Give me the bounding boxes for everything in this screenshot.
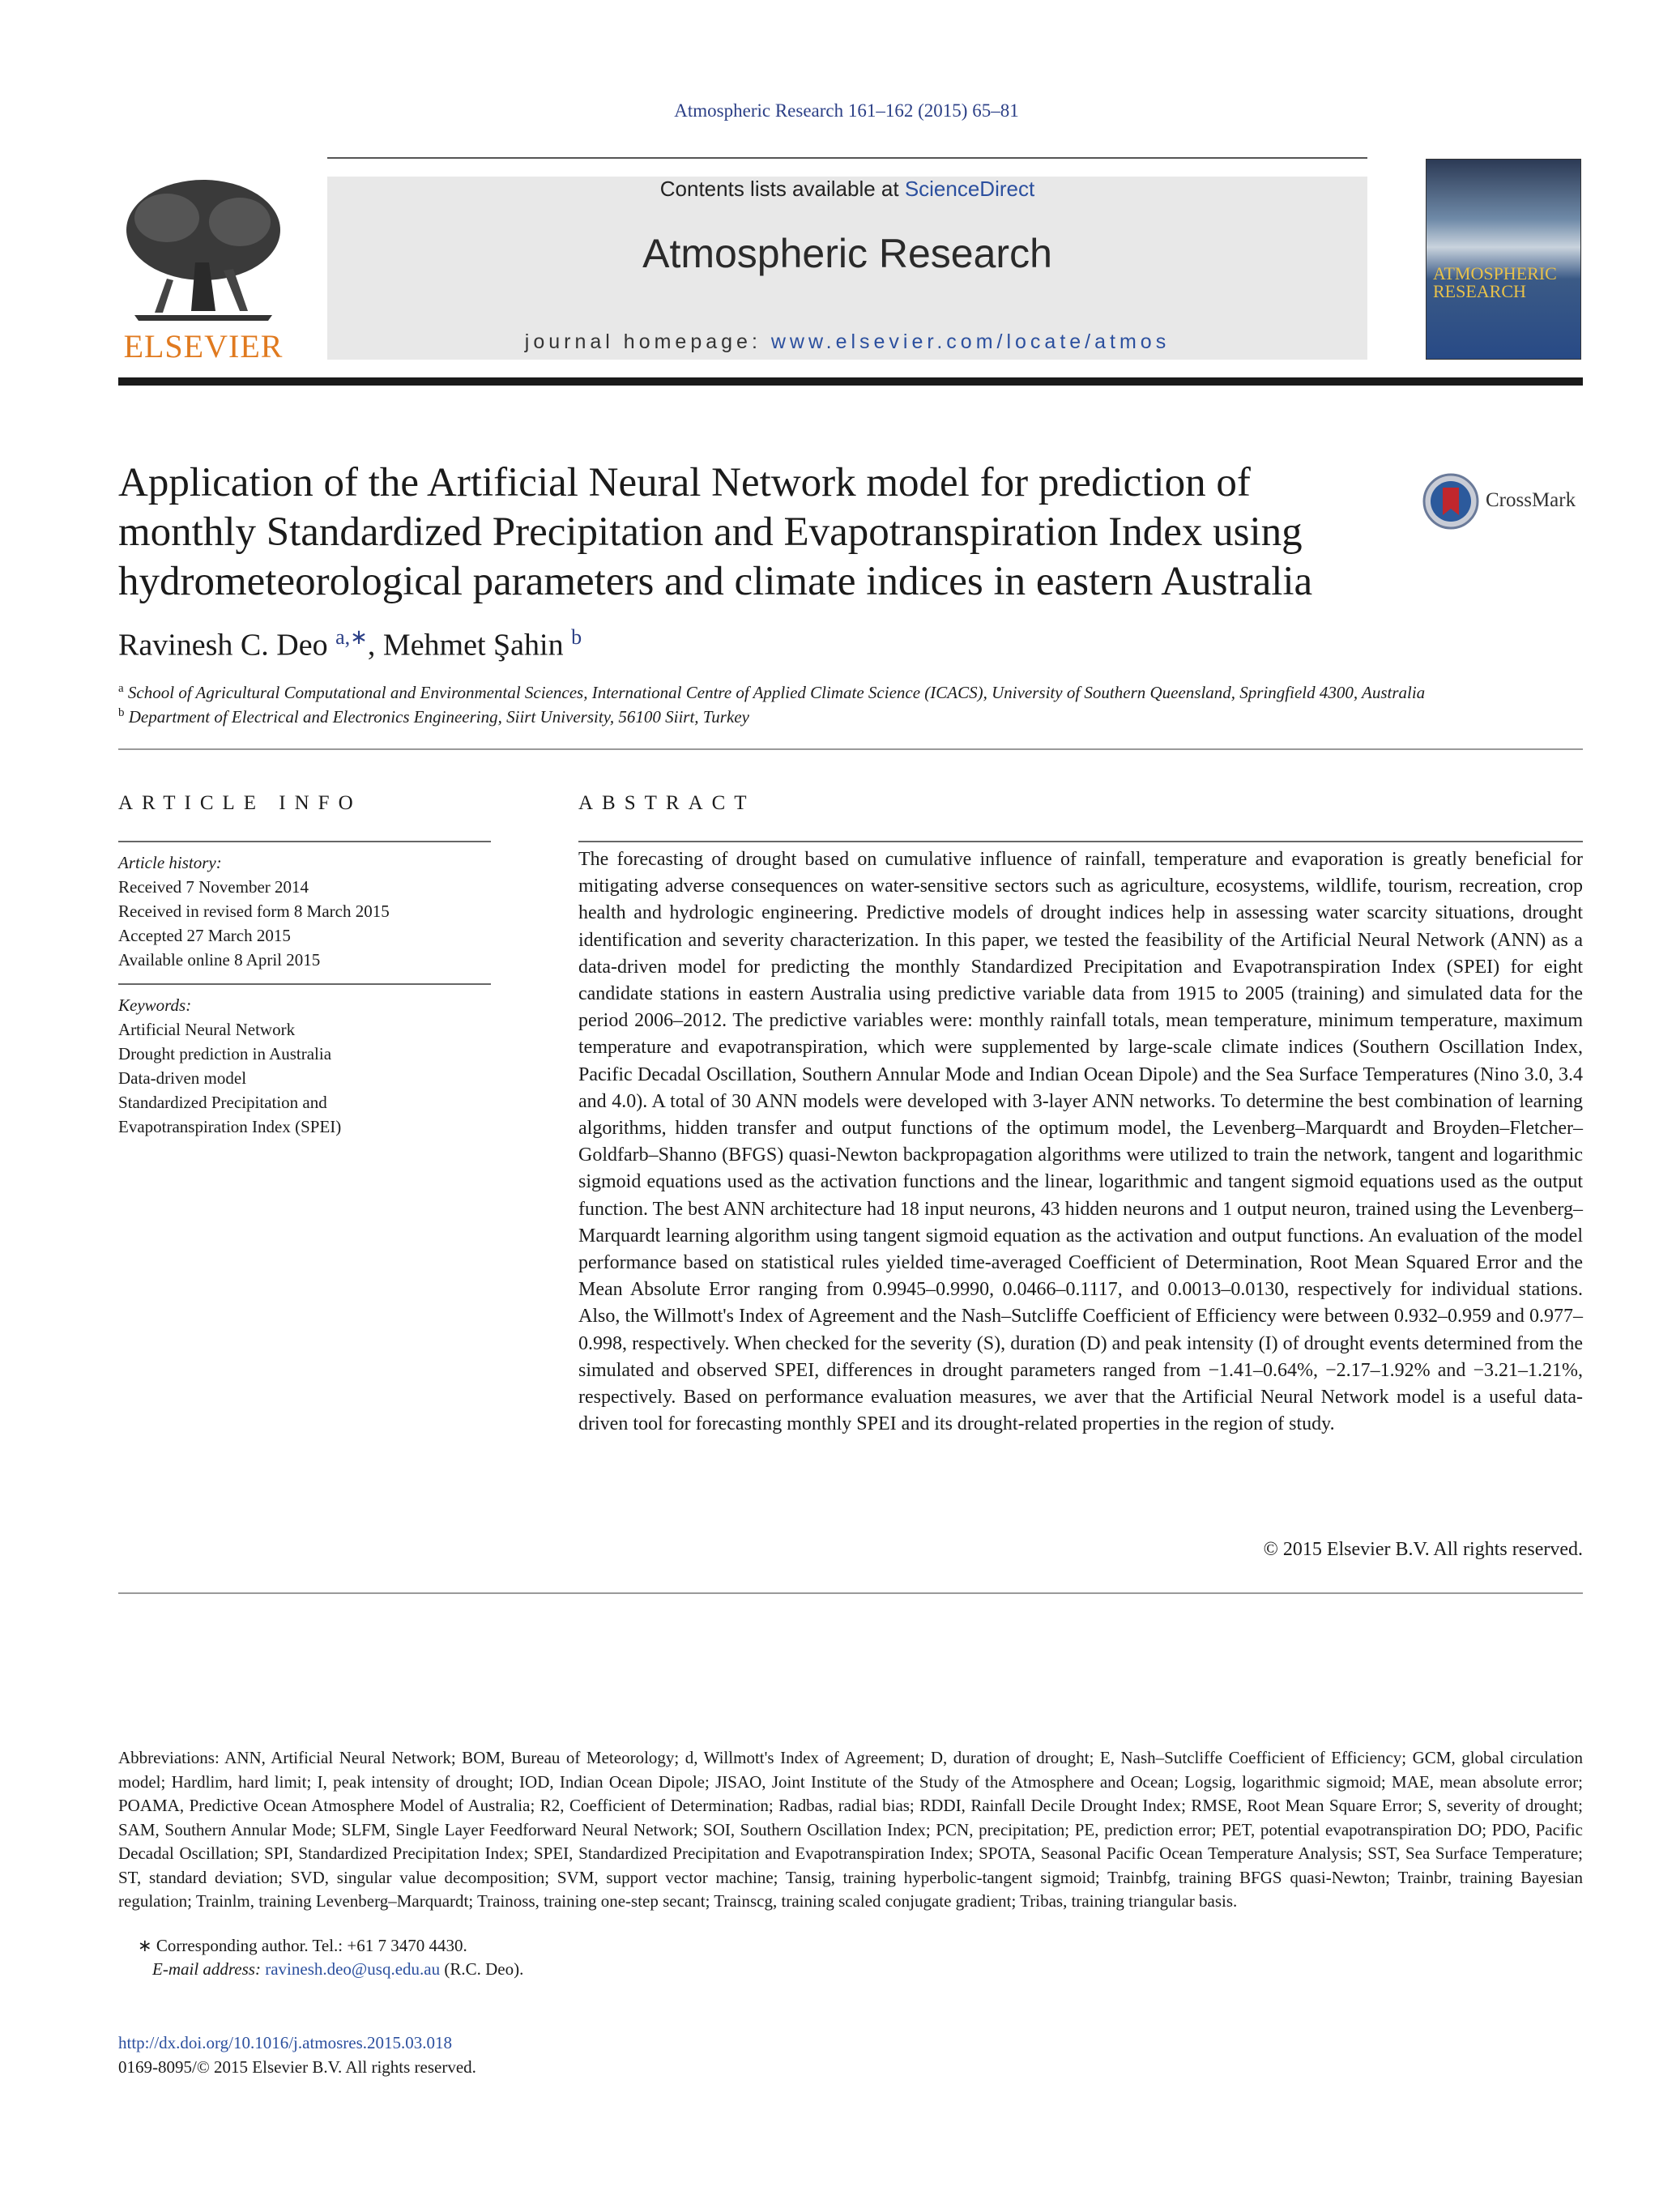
affiliation-text: School of Agricultural Computational and Environmental Sciences, International Centre of Applied Climate Science (ICACS), University of Southern Queensland, Springfield 4300, Australia [127, 683, 1426, 702]
article-title: Application of the Artificial Neural Network model for prediction of monthly Standardized Precipitation and Evapotranspiration Index using hydrometeorological parameters and climate indices in eastern Australia [118, 460, 1313, 604]
affiliation-b [118, 706, 1593, 727]
doi-link[interactable]: http://dx.doi.org/10.1016/j.atmosres.2015.03.018 [118, 2033, 453, 2052]
article-info-rule [118, 841, 491, 842]
cover-title: ATMOSPHERIC RESEARCH [1433, 263, 1557, 301]
homepage-prefix: journal homepage: [524, 330, 771, 353]
keywords-label: Keywords: [118, 995, 192, 1015]
journal-homepage [327, 330, 1367, 354]
contents-prefix: Contents lists available at [659, 177, 905, 201]
affiliation-text: Department of Electrical and Electronics Engineering, Siirt University, 56100 Siirt, Turkey [128, 707, 749, 727]
history-item: Received 7 November 2014 [118, 877, 309, 897]
history-label: Article history: [118, 853, 222, 872]
history-item: Received in revised form 8 March 2015 [118, 901, 390, 921]
author-list: Ravinesh C. Deo $^{a,∗}$, Mehmet Şahin $^b$ [118, 625, 582, 663]
journal-cover-image [1426, 159, 1581, 360]
abstract-rule [578, 841, 1583, 842]
history-item: Accepted 27 March 2015 [118, 926, 291, 945]
article-history [118, 850, 491, 972]
section-divider [118, 748, 1583, 750]
article-info-heading: ARTICLE INFO [118, 792, 362, 814]
author-name: Ravinesh C. Deo [118, 628, 328, 663]
keywords [118, 993, 491, 1139]
sciencedirect-link[interactable]: ScienceDirect [904, 177, 1035, 201]
keyword-item: Drought prediction in Australia [118, 1044, 332, 1063]
keyword-item: Data-driven model [118, 1068, 247, 1088]
email-label: E-mail address: [152, 1959, 266, 1979]
email-suffix: (R.C. Deo). [440, 1959, 524, 1979]
keyword-item: Evapotranspiration Index (SPEI) [118, 1117, 342, 1136]
author-affiliation-marker[interactable]: a,∗ [335, 625, 368, 649]
footer-divider [118, 1592, 1583, 1594]
contents-line [327, 177, 1367, 202]
elsevier-wordmark: ELSEVIER [123, 328, 284, 364]
header-top-rule [327, 157, 1367, 159]
issn-line: 0169-8095/© 2015 Elsevier B.V. All rights reserved. [118, 2057, 476, 2077]
abbreviations-footnote: Abbreviations: ANN, Artificial Neural Network; BOM, Bureau of Meteorology; d, Willmott's Index of Agreement; D, duration of drought; E, Nash–Sutcliffe Coefficient of Efficiency; GCM, global circulation model; Hardlim, hard limit; I, peak intensity of drought; IOD, Indian Ocean Dipole; JISAO, Joint Institute of the Study of the Atmosphere and Ocean; Logsig, logarithmic sigmoid; MAE, mean absolute error; POAMA, Predictive Ocean Atmosphere Model of Australia; R2, Coefficient of Determination; Radbas, radial bias; RDDI, Rainfall Decile Drought Index; RMSE, Root Mean Square Error; S, severity of drought; SAM, Southern Annular Mode; SLFM, Single Layer Feedforward Neural Network; SOI, Southern Oscillation Index; PCN, precipitation; PE, prediction error; PET, potential evapotranspiration DO; PDO, Pacific Decadal Oscillation; SPI, Standardized Precipitation Index; SPEI, Standardized Precipitation and Evapotranspiration Index; SPOTA, Seasonal Pacific Ocean Temperature Analysis; SST, Sea Surface Temperature; ST, standard deviation; SVD, singular value decomposition; SVM, support vector machine; Tansig, training hyperbolic-tangent sigmoid; Trainbfg, training BFGS quasi-Newton; Trainbr, training Bayesian regulation; Trainlm, training Levenberg–Marquardt; Trainoss, training one-step secant; Trainscg, training scaled conjugate gradient; Tribas, training triangular basis. [118, 1748, 1583, 1911]
keywords-rule [118, 983, 491, 985]
journal-reference[interactable]: Atmospheric Research 161–162 (2015) 65–81 [674, 100, 1019, 121]
email-link[interactable]: ravinesh.deo@usq.edu.au [265, 1959, 441, 1979]
crossmark-icon[interactable] [1422, 473, 1479, 530]
keyword-item: Standardized Precipitation and [118, 1093, 327, 1112]
history-item: Available online 8 April 2015 [118, 950, 321, 970]
affiliation-marker: b [118, 706, 125, 719]
header-thick-rule [118, 377, 1583, 386]
crossmark-label[interactable]: CrossMark [1486, 489, 1576, 511]
corresponding-author-footnote: ∗ Corresponding author. Tel.: +61 7 3470 4430. [138, 1936, 467, 1955]
author-name: Mehmet Şahin [382, 628, 564, 663]
abstract-text: The forecasting of drought based on cumulative influence of rainfall, temperature and evaporation is greatly beneficial for mitigating adverse consequences on water-sensitive sectors such as agriculture, ecosystems, wildlife, tourism, recreation, crop health and hydrologic engineering. Predictive models of drought indices help in assessing water scarcity situations, drought identification and severity characterization. In this paper, we tested the feasibility of the Artificial Neural Network (ANN) as a data-driven model for predicting the monthly Standardized Precipitation and Evapotranspiration Index (SPEI) for eight candidate stations in eastern Australia using predictive variable data from 1915 to 2005 (training) and simulated data for the period 2006–2012. The predictive variables were: monthly rainfall totals, mean temperature, minimum temperature, maximum temperature and evapotranspiration, which were supplemented by large-scale climate indices (Southern Oscillation Index, Pacific Decadal Oscillation, Southern Annular Mode and Indian Ocean Dipole) and the Sea Surface Temperatures (Nino 3.0, 3.4 and 4.0). A total of 30 ANN models were developed with 3-layer ANN networks. To determine the best combination of learning algorithms, hidden transfer and output functions of the optimum model, the Levenberg–Marquardt and Broyden–Fletcher–Goldfarb–Shanno (BFGS) quasi-Newton backpropagation algorithms were utilized to train the network, tangent and logarithmic sigmoid equations used as the activation functions and the linear, logarithmic and tangent sigmoid equations used as the output function. The best ANN architecture had 18 input neurons, 43 hidden neurons and 1 output neuron, trained using the Levenberg–Marquardt learning algorithm using tangent sigmoid equation as the activation and output functions. An evaluation of the model performance based on statistical rules yielded time-averaged Coefficient of Determination, Root Mean Squared Error and the Mean Absolute Error ranging from 0.9945–0.9990, 0.0466–0.1117, and 0.0013–0.0130, respectively for individual stations. Also, the Willmott's Index of Agreement and the Nash–Sutcliffe Coefficient of Efficiency were between 0.932–0.959 and 0.977–0.998, respectively. When checked for the severity (S), duration (D) and peak intensity (I) of drought events determined from the simulated and observed SPEI, differences in drought parameters ranged from −1.41–0.64%, −2.17–1.92% and −3.21–1.21%, respectively. Based on performance evaluation measures, we aver that the Artificial Neural Network model is a useful data-driven tool for forecasting monthly SPEI and its drought-related properties in the region of study. [578, 849, 1583, 1435]
affiliation-a [118, 682, 1593, 703]
abstract-heading: ABSTRACT [578, 792, 756, 814]
email-footnote [152, 1959, 523, 1980]
affiliation-marker: a [118, 682, 124, 695]
keyword-item: Artificial Neural Network [118, 1020, 296, 1039]
journal-name: Atmospheric Research [642, 231, 1052, 276]
author-affiliation-marker[interactable]: b [571, 625, 582, 649]
abstract-copyright: © 2015 Elsevier B.V. All rights reserved. [1263, 1539, 1583, 1560]
homepage-link[interactable]: www.elsevier.com/locate/atmos [770, 330, 1171, 353]
